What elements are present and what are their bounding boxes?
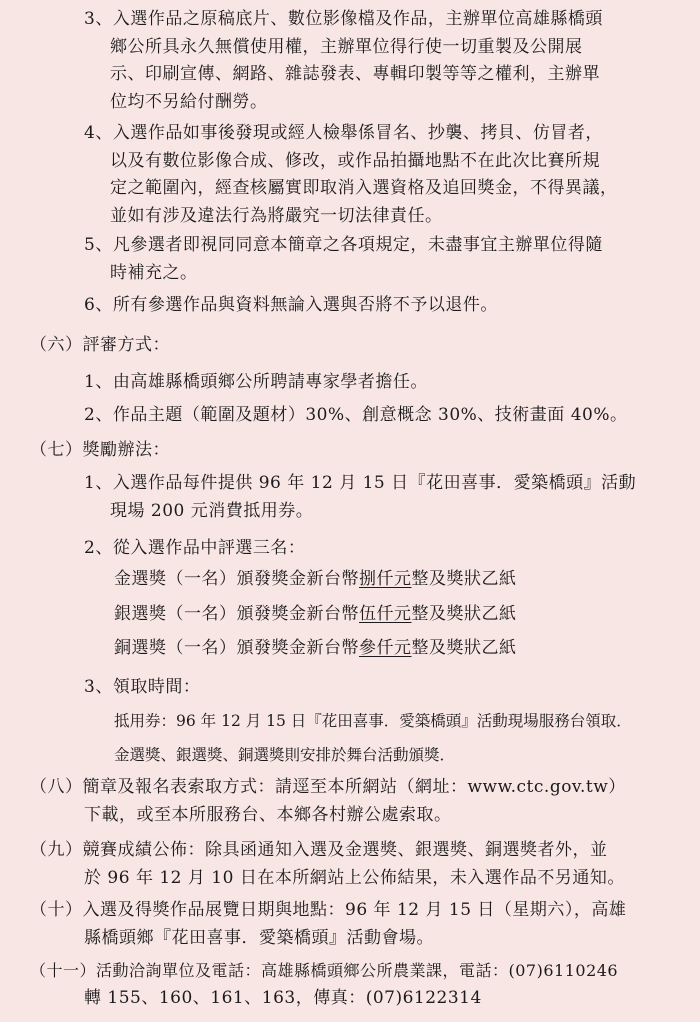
prize-text: 整及獎狀乙紙 (411, 603, 517, 624)
text-line: 2、作品主題（範圍及題材）30%、創意概念 30%、技術畫面 40%。 (84, 405, 628, 425)
section-heading: （六）評審方式： (30, 335, 170, 355)
award-item-1 (84, 470, 636, 525)
section-exhibition (30, 897, 626, 952)
prize-amount: 伍仟元 (359, 603, 412, 624)
text-line: 定之範圍內，經查核屬實即取消入選資格及追回獎金，不得異議， (110, 178, 618, 198)
text-line: 縣橋頭鄉『花田喜事．愛築橋頭』活動會場。 (84, 927, 434, 948)
prize-text: 金選獎（一名）頒發獎金新台幣 (114, 569, 359, 589)
rule-item-4 (84, 120, 618, 230)
prize-bronze (114, 635, 517, 663)
prize-gold (114, 566, 517, 594)
text-line: 並如有涉及違法行為將嚴究一切法律責任。 (110, 205, 443, 226)
section-heading: （七）獎勵辦法： (30, 440, 170, 460)
text-line: 金選獎、銀選獎、銅選獎則安排於舞台活動頒獎． (114, 746, 456, 764)
prize-text: 整及獎狀乙紙 (411, 638, 517, 658)
text-line: 3、領取時間： (84, 677, 201, 697)
text-line: 1、入選作品每件提供 96 年 12 月 15 日『花田喜事．愛築橋頭』活動 (84, 473, 637, 493)
prize-list (114, 566, 517, 663)
prize-text: 整及獎狀乙紙 (411, 569, 517, 589)
section-results (30, 837, 625, 892)
text-line: （十）入選及得獎作品展覽日期與地點：96 年 12 月 15 日（星期六），高雄 (30, 900, 627, 920)
text-line: 鄉公所具永久無償使用權，主辦單位得行使一切重製及公開展 (110, 36, 583, 57)
text-line: 時補充之。 (110, 262, 198, 283)
text-line: 6、所有參選作品與資料無論入選與否將不予以退件。 (84, 295, 498, 315)
prize-text: 銀選獎（一名）頒發獎金新台幣 (114, 603, 359, 624)
text-line: （九）競賽成績公佈：除具函通知入選及金選獎、銀選獎、銅選獎者外，並 (30, 840, 608, 860)
prize-amount: 捌仟元 (359, 569, 412, 589)
prize-silver (114, 601, 517, 629)
prize-amount: 參仟元 (359, 638, 412, 658)
section-contact (30, 957, 618, 1012)
text-line: 現場 200 元消費抵用券。 (110, 500, 314, 521)
text-line: 抵用券：96 年 12 月 15 日『花田喜事．愛築橋頭』活動現場服務台領取． (114, 712, 632, 730)
prize-text: 銅選獎（一名）頒發獎金新台幣 (114, 638, 359, 658)
section-awards (30, 437, 170, 465)
text-line: 轉 155、160、161、163，傳真：(07)6122314 (84, 987, 482, 1008)
text-line: （八）簡章及報名表索取方式：請逕至本所網站（網址：www.ctc.gov.tw） (30, 777, 626, 797)
section-judging (30, 332, 627, 430)
text-line: 2、從入選作品中評選三名： (84, 538, 306, 558)
text-line: （十一）活動洽詢單位及電話：高雄縣橋頭鄉公所農業課，電話：(07)6110246 (30, 961, 619, 980)
text-line: 示、印刷宣傳、網路、雜誌發表、專輯印製等等之權利，主辦單 (110, 64, 600, 84)
award-item-3 (84, 674, 200, 702)
text-line: 1、由高雄縣橋頭鄉公所聘請專家學者擔任。 (84, 371, 428, 392)
text-line: 5、凡參選者即視同同意本簡章之各項規定，未盡事宜主辦單位得隨 (84, 235, 603, 255)
pickup-time (114, 706, 632, 770)
rule-item-3 (84, 6, 603, 116)
text-line: 4、入選作品如事後發現或經人檢舉係冒名、抄襲、拷貝、仿冒者， (84, 123, 603, 143)
rule-item-6 (84, 292, 498, 320)
text-line: 位均不另給付酬勞。 (110, 91, 268, 112)
text-line: 3、入選作品之原稿底片、數位影像檔及作品，主辦單位高雄縣橋頭 (84, 9, 603, 29)
section-brochure (30, 774, 626, 829)
rule-item-5 (84, 232, 603, 287)
text-line: 以及有數位影像合成、修改，或作品拍攝地點不在此次比賽所規 (110, 150, 600, 171)
text-line: 下載，或至本所服務台、本鄉各村辦公處索取。 (84, 804, 452, 825)
award-item-2 (84, 535, 305, 563)
text-line: 於 96 年 12 月 10 日在本所網站上公佈結果，未入選作品不另通知。 (84, 867, 625, 888)
